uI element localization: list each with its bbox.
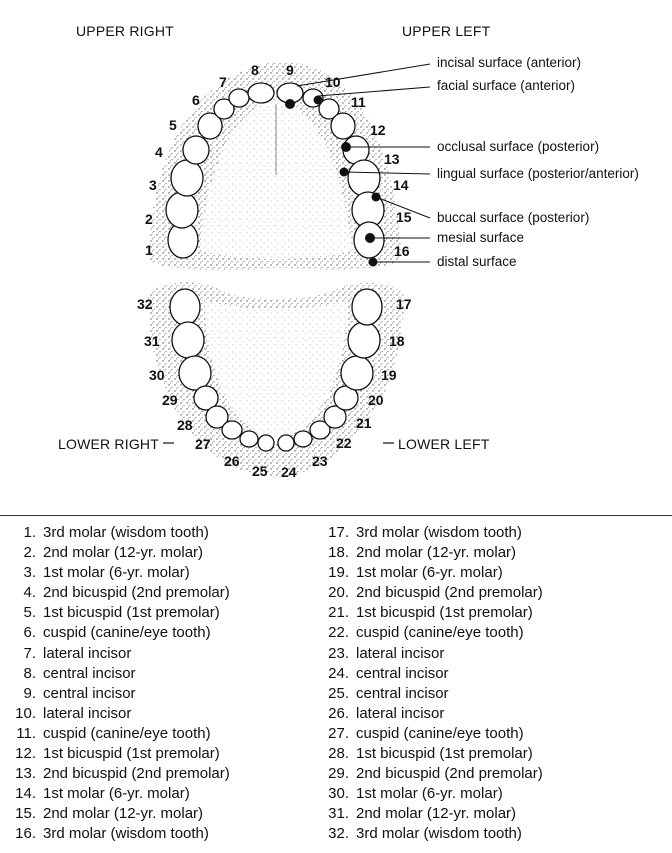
legend-text: 2nd bicuspid (2nd premolar): [356, 584, 543, 602]
legend-text: lateral incisor: [356, 704, 445, 722]
legend-number: 11.: [16, 724, 36, 742]
legend-number: 4.: [23, 584, 36, 602]
legend-text: central incisor: [356, 664, 449, 682]
upper-left-label: UPPER LEFT: [402, 23, 491, 39]
legend-text: lateral incisor: [43, 644, 132, 662]
legend-number: 12.: [15, 745, 36, 763]
tooth-number-2: 2: [145, 211, 153, 227]
legend-item: [0, 684, 230, 704]
legend-item: [313, 684, 543, 704]
legend-number: 10.: [15, 704, 36, 722]
legend-text: 2nd molar (12-yr. molar): [356, 544, 517, 562]
legend-item: [0, 784, 230, 804]
legend-item: [0, 744, 230, 764]
legend-number: 17.: [328, 524, 349, 541]
tooth-number-16: 16: [394, 243, 410, 259]
legend-item: [0, 623, 230, 643]
legend-number: 14.: [15, 785, 36, 803]
legend-number: 19.: [328, 564, 349, 582]
legend-number: 21.: [328, 604, 349, 622]
tooth-number-20: 20: [368, 392, 384, 408]
legend-number: 3.: [23, 564, 36, 582]
legend-item: [313, 523, 543, 543]
upper-right-label: UPPER RIGHT: [76, 23, 174, 39]
tooth-number-28: 28: [177, 417, 193, 433]
surface-label-occlusal: occlusal surface (posterior): [437, 139, 600, 154]
tooth-number-23: 23: [312, 453, 328, 469]
legend-item: [0, 764, 230, 784]
tooth-number-9: 9: [286, 62, 294, 78]
legend-number: 30.: [328, 785, 349, 803]
legend-text: cuspid (canine/eye tooth): [43, 724, 211, 742]
legend-item: [313, 764, 543, 784]
surface-label-incisal: incisal surface (anterior): [437, 55, 582, 70]
tooth-number-1: 1: [145, 242, 153, 258]
tooth-number-18: 18: [389, 333, 405, 349]
legend-text: 1st bicuspid (1st premolar): [356, 604, 533, 622]
legend-text: lateral incisor: [356, 644, 445, 662]
legend-number: 22.: [328, 624, 349, 642]
tooth-number-8: 8: [251, 62, 259, 78]
legend-number: 27.: [328, 724, 349, 742]
legend-item: [313, 644, 543, 664]
legend-text: 1st molar (6-yr. molar): [43, 785, 190, 803]
legend-text: cuspid (canine/eye tooth): [43, 624, 211, 642]
tooth-number-15: 15: [396, 209, 412, 225]
tooth-number-32: 32: [137, 296, 153, 312]
legend-item: [0, 523, 230, 543]
legend-number: 29.: [328, 765, 349, 783]
legend-text: lateral incisor: [43, 704, 132, 722]
legend-upper: [0, 523, 230, 845]
tooth-number-30: 30: [149, 367, 165, 383]
legend-text: 1st bicuspid (1st premolar): [43, 604, 220, 622]
legend-number: 24.: [328, 664, 349, 682]
lower-right-label: LOWER RIGHT: [58, 436, 159, 452]
legend-text: 1st bicuspid (1st premolar): [43, 745, 220, 763]
tooth-number-12: 12: [370, 122, 386, 138]
legend-text: 2nd molar (12-yr. molar): [43, 805, 204, 823]
legend-text: 2nd bicuspid (2nd premolar): [43, 584, 230, 602]
tooth-number-27: 27: [195, 436, 211, 452]
legend-text: 1st bicuspid (1st premolar): [356, 745, 533, 763]
legend-item: [313, 664, 543, 684]
tooth-number-26: 26: [224, 453, 240, 469]
tooth-number-24: 24: [281, 464, 297, 480]
legend-text: 1st molar (6-yr. molar): [356, 785, 503, 803]
legend-number: 6.: [23, 624, 36, 642]
legend-text: 1st molar (6-yr. molar): [356, 564, 503, 582]
legend-number: 20.: [328, 584, 349, 602]
legend-text: 3rd molar (wisdom tooth): [356, 825, 522, 843]
legend-number: 16.: [15, 825, 36, 843]
tooth-number-31: 31: [144, 333, 160, 349]
legend-number: 25.: [328, 684, 349, 702]
legend-number: 32.: [328, 825, 349, 843]
tooth-number-22: 22: [336, 435, 352, 451]
legend-text: 1st molar (6-yr. molar): [43, 564, 190, 582]
legend-lower: [313, 523, 543, 845]
legend-number: 28.: [328, 745, 349, 763]
tooth-number-19: 19: [381, 367, 397, 383]
surface-label-lingual: lingual surface (posterior/anterior): [437, 166, 639, 181]
tooth-number-3: 3: [149, 177, 157, 193]
legend-text: 2nd bicuspid (2nd premolar): [43, 765, 230, 783]
legend-number: 18.: [328, 544, 349, 562]
tooth-number-14: 14: [393, 177, 409, 193]
legend-item: [0, 724, 230, 744]
legend-text: 2nd molar (12-yr. molar): [356, 805, 517, 823]
legend-text: 3rd molar (wisdom tooth): [43, 524, 209, 541]
legend-text: cuspid (canine/eye tooth): [356, 724, 524, 742]
tooth-number-6: 6: [192, 92, 200, 108]
legend-item: [313, 563, 543, 583]
divider: [0, 515, 672, 516]
tooth-number-17: 17: [396, 296, 412, 312]
lower-left-label: LOWER LEFT: [398, 436, 490, 452]
surface-label-distal: distal surface: [437, 254, 517, 269]
tooth-number-25: 25: [252, 463, 268, 479]
legend-number: 8.: [23, 664, 36, 682]
legend-item: [313, 784, 543, 804]
legend-text: cuspid (canine/eye tooth): [356, 624, 524, 642]
legend-item: [0, 664, 230, 684]
tooth-number-13: 13: [384, 151, 400, 167]
legend-text: central incisor: [43, 664, 136, 682]
legend-item: [313, 583, 543, 603]
legend-item: [313, 543, 543, 563]
legend-item: [313, 724, 543, 744]
legend-text: 3rd molar (wisdom tooth): [356, 524, 522, 541]
legend-number: 15.: [15, 805, 36, 823]
legend-item: [313, 804, 543, 824]
legend-item: [0, 824, 230, 844]
legend-item: [0, 603, 230, 623]
legend-text: 2nd bicuspid (2nd premolar): [356, 765, 543, 783]
surface-label-buccal: buccal surface (posterior): [437, 210, 590, 225]
legend-item: [313, 603, 543, 623]
legend-number: 23.: [328, 644, 349, 662]
legend-item: [313, 824, 543, 844]
legend-item: [0, 583, 230, 603]
legend-number: 13.: [15, 765, 36, 783]
legend-item: [313, 744, 543, 764]
surface-label-facial: facial surface (anterior): [437, 78, 576, 93]
legend-number: 26.: [328, 704, 349, 722]
legend-item: [0, 704, 230, 724]
tooth-number-4: 4: [155, 144, 163, 160]
tooth-number-29: 29: [162, 392, 178, 408]
surface-label-mesial: mesial surface: [437, 230, 525, 245]
tooth-number-7: 7: [219, 74, 227, 90]
legend-item: [313, 623, 543, 643]
legend-text: central incisor: [356, 684, 449, 702]
legend-number: 9.: [23, 684, 36, 702]
legend-text: 3rd molar (wisdom tooth): [43, 825, 209, 843]
tooth-number-5: 5: [169, 117, 177, 133]
tooth-number-10: 10: [325, 74, 341, 90]
legend-text: central incisor: [43, 684, 136, 702]
legend-number: 1.: [23, 524, 36, 541]
legend-item: [0, 804, 230, 824]
legend-number: 7.: [23, 644, 36, 662]
tooth-number-21: 21: [356, 415, 372, 431]
legend-item: [0, 644, 230, 664]
legend-text: 2nd molar (12-yr. molar): [43, 544, 204, 562]
legend-item: [313, 704, 543, 724]
legend-number: 5.: [23, 604, 36, 622]
tooth-number-11: 11: [351, 94, 366, 110]
legend-number: 31.: [328, 805, 349, 823]
legend-number: 2.: [23, 544, 36, 562]
legend-item: [0, 543, 230, 563]
legend-item: [0, 563, 230, 583]
